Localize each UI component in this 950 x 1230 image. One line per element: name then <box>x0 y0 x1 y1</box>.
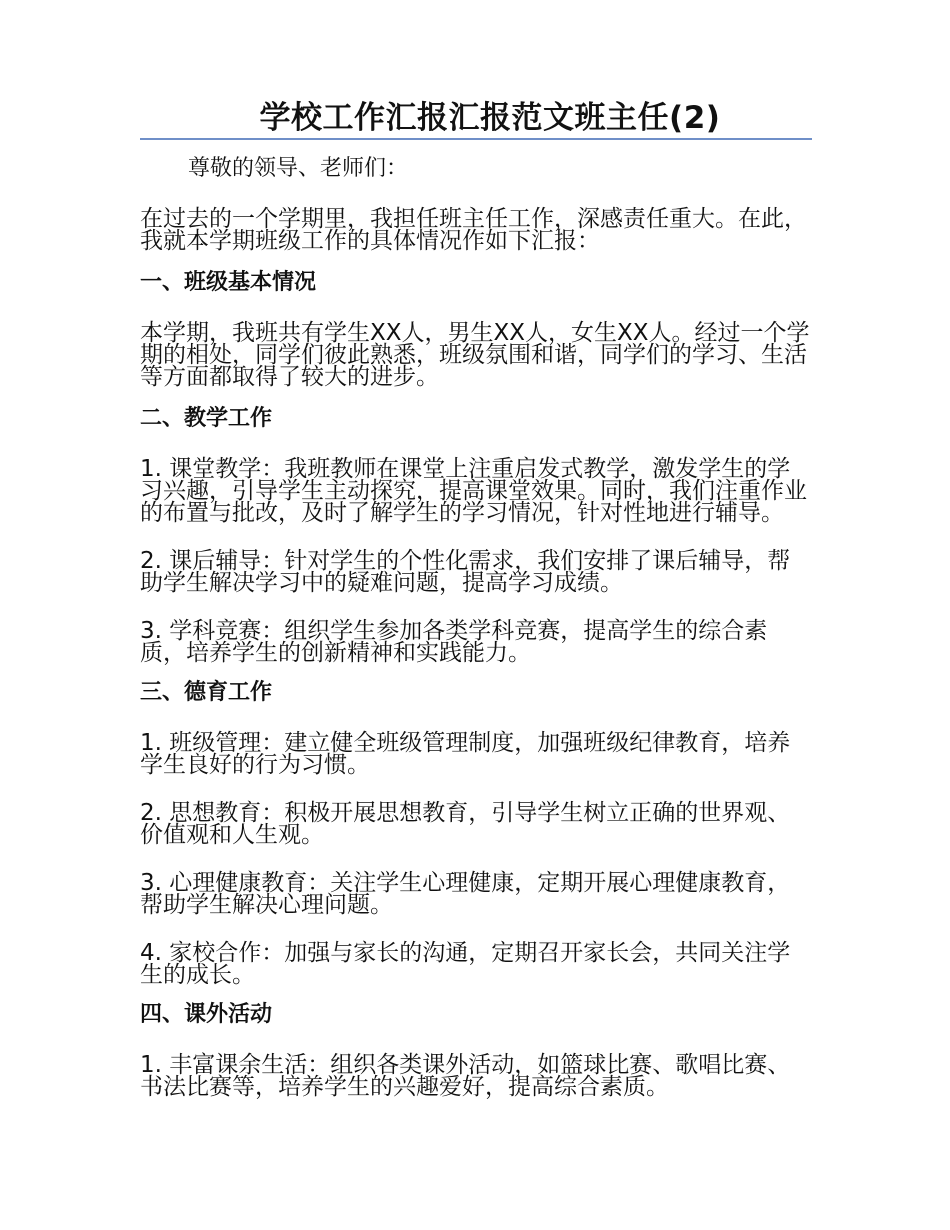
salutation: 尊敬的领导、老师们： <box>188 156 409 181</box>
section-heading-extracurricular: 四、课外活动 <box>140 1002 273 1027</box>
paragraph-basic-info: 本学期，我班共有学生XX人，男生XX人，女生XX人。经过一个学期的相处，同学们彼此熟悉，班级氛围和谐，同学们的学习、生活等方面都取得了较大的进步。 <box>140 320 810 390</box>
paragraph-classroom-teaching: 1. 课堂教学：我班教师在课堂上注重启发式教学，激发学生的学习兴趣，引导学生主动探究，提高课堂效果。同时，我们注重作业的布置与批改，及时了解学生的学习情况，针对性地进行辅导。 <box>140 456 807 526</box>
section-heading-moral-education: 三、德育工作 <box>140 680 273 705</box>
document-title: 学校工作汇报汇报范文班主任(2) <box>259 100 721 136</box>
paragraph-extracurricular-life: 1. 丰富课余生活：组织各类课外活动，如篮球比赛、歌唱比赛、书法比赛等，培养学生的兴趣爱好，提高综合素质。 <box>140 1052 791 1100</box>
paragraph-subject-competition: 3. 学科竞赛：组织学生参加各类学科竞赛，提高学生的综合素质，培养学生的创新精神和实践能力。 <box>140 618 768 666</box>
paragraph-ideological-education: 2. 思想教育：积极开展思想教育，引导学生树立正确的世界观、价值观和人生观。 <box>140 800 791 848</box>
paragraph-after-class-tutoring: 2. 课后辅导：针对学生的个性化需求，我们安排了课后辅导，帮助学生解决学习中的疑难问题，提高学习成绩。 <box>140 548 791 596</box>
paragraph-mental-health: 3. 心理健康教育：关注学生心理健康，定期开展心理健康教育，帮助学生解决心理问题。 <box>140 870 791 918</box>
title-underline <box>140 138 812 140</box>
paragraph-home-school: 4. 家校合作：加强与家长的沟通，定期召开家长会，共同关注学生的成长。 <box>140 940 791 988</box>
intro-paragraph: 在过去的一个学期里，我担任班主任工作，深感责任重大。在此，我就本学期班级工作的具体情况作如下汇报： <box>140 206 807 254</box>
document-page <box>140 98 812 1098</box>
section-heading-teaching: 二、教学工作 <box>140 406 273 431</box>
paragraph-class-management: 1. 班级管理：建立健全班级管理制度，加强班级纪律教育，培养学生良好的行为习惯。 <box>140 730 791 778</box>
section-heading-basic-info: 一、班级基本情况 <box>140 270 317 295</box>
